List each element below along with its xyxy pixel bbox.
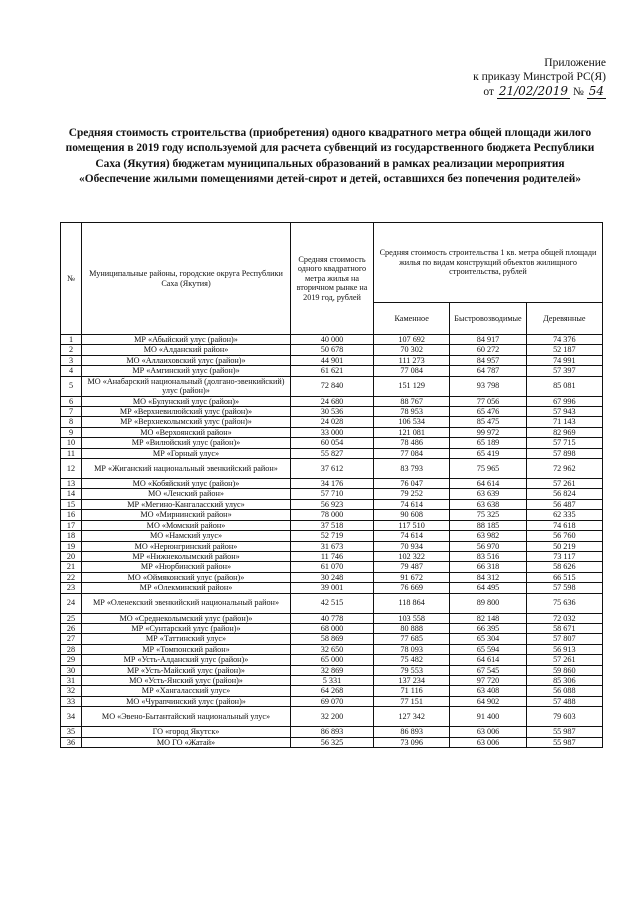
wooden-price: 72 962	[526, 459, 602, 479]
table-row	[61, 448, 603, 458]
stone-price: 106 534	[374, 417, 450, 427]
fast-built-price: 85 475	[450, 417, 526, 427]
fast-built-price: 65 594	[450, 644, 526, 654]
fast-built-price: 64 495	[450, 583, 526, 593]
stone-price: 86 893	[374, 727, 450, 737]
secondary-price: 24 680	[291, 396, 374, 406]
secondary-price: 32 650	[291, 644, 374, 654]
row-number: 18	[61, 531, 82, 541]
row-number: 17	[61, 520, 82, 530]
table-row	[61, 696, 603, 706]
wooden-price: 74 991	[526, 355, 602, 365]
secondary-price: 55 827	[291, 448, 374, 458]
stone-price: 88 767	[374, 396, 450, 406]
row-number: 30	[61, 665, 82, 675]
row-number: 12	[61, 459, 82, 479]
municipality-name: МР «Таттинский улус»	[82, 634, 291, 644]
table-row	[61, 655, 603, 665]
fast-built-price: 67 545	[450, 665, 526, 675]
secondary-price: 69 070	[291, 696, 374, 706]
fast-built-price: 65 189	[450, 438, 526, 448]
wooden-price: 58 671	[526, 623, 602, 633]
wooden-price: 73 117	[526, 551, 602, 561]
municipality-name: МР «Усть-Майский улус (район)»	[82, 665, 291, 675]
stone-price: 121 081	[374, 427, 450, 437]
stone-price: 79 487	[374, 562, 450, 572]
secondary-price: 33 000	[291, 427, 374, 437]
stone-price: 77 084	[374, 448, 450, 458]
secondary-price: 61 070	[291, 562, 374, 572]
header-secondary-price: Средняя стоимость одного квадратного метра жилья на вторичном рынке на 2019 год, рублей	[291, 223, 374, 335]
secondary-price: 65 000	[291, 655, 374, 665]
fast-built-price: 84 312	[450, 572, 526, 582]
wooden-price: 57 261	[526, 479, 602, 489]
wooden-price: 57 715	[526, 438, 602, 448]
municipality-name: МР «Жиганский национальный эвенкийский район»	[82, 459, 291, 479]
fast-built-price: 89 800	[450, 593, 526, 613]
municipality-name: МР «Нижнеколымский район»	[82, 551, 291, 561]
stone-price: 73 096	[374, 737, 450, 747]
municipality-name: МР «Сунтарский улус (район)»	[82, 623, 291, 633]
row-number: 14	[61, 489, 82, 499]
table-row	[61, 345, 603, 355]
secondary-price: 56 325	[291, 737, 374, 747]
order-reference: к приказу Минстрой РС(Я)	[473, 71, 606, 83]
table-row	[61, 499, 603, 509]
fast-built-price: 65 304	[450, 634, 526, 644]
stone-price: 118 864	[374, 593, 450, 613]
order-date-number	[436, 84, 606, 99]
stone-price: 90 608	[374, 510, 450, 520]
stone-price: 103 558	[374, 613, 450, 623]
appendix-block	[436, 56, 606, 99]
order-number: 54	[588, 84, 604, 98]
municipality-name: МР «Нюрбинский район»	[82, 562, 291, 572]
municipality-name: ГО «город Якутск»	[82, 727, 291, 737]
fast-built-price: 65 419	[450, 448, 526, 458]
table-row	[61, 459, 603, 479]
row-number: 1	[61, 335, 82, 345]
row-number: 10	[61, 438, 82, 448]
fast-built-price: 82 148	[450, 613, 526, 623]
fast-built-price: 84 917	[450, 335, 526, 345]
header-stone: Каменное	[374, 303, 450, 335]
wooden-price: 57 898	[526, 448, 602, 458]
table-row	[61, 396, 603, 406]
municipality-name: МО «Усть-Янский улус (район)»	[82, 675, 291, 685]
stone-price: 117 510	[374, 520, 450, 530]
table-row	[61, 572, 603, 582]
table-row	[61, 562, 603, 572]
row-number: 25	[61, 613, 82, 623]
wooden-price: 55 987	[526, 727, 602, 737]
municipality-name: МР «Амгинский улус (район)»	[82, 366, 291, 376]
order-date: 21/02/2019	[498, 84, 568, 98]
row-number: 21	[61, 562, 82, 572]
table-row	[61, 335, 603, 345]
wooden-price: 71 143	[526, 417, 602, 427]
stone-price: 77 151	[374, 696, 450, 706]
header-municipality: Муниципальные районы, городские округа Республики Саха (Якутия)	[82, 223, 291, 335]
fast-built-price: 66 395	[450, 623, 526, 633]
stone-price: 77 685	[374, 634, 450, 644]
municipality-name: МР «Вилюйский улус (район)»	[82, 438, 291, 448]
table-row	[61, 438, 603, 448]
table-row	[61, 593, 603, 613]
date-prefix: от	[483, 86, 494, 98]
stone-price: 102 322	[374, 551, 450, 561]
secondary-price: 31 673	[291, 541, 374, 551]
fast-built-price: 64 902	[450, 696, 526, 706]
municipality-name: МР «Оленекский эвенкийский национальный район»	[82, 593, 291, 613]
secondary-price: 40 000	[291, 335, 374, 345]
fast-built-price: 75 965	[450, 459, 526, 479]
row-number: 26	[61, 623, 82, 633]
municipality-name: МО «Алданский район»	[82, 345, 291, 355]
fast-built-price: 77 056	[450, 396, 526, 406]
secondary-price: 32 200	[291, 707, 374, 727]
stone-price: 79 252	[374, 489, 450, 499]
table-row	[61, 551, 603, 561]
wooden-price: 75 636	[526, 593, 602, 613]
table-row	[61, 510, 603, 520]
stone-price: 74 614	[374, 531, 450, 541]
wooden-price: 55 987	[526, 737, 602, 747]
row-number: 16	[61, 510, 82, 520]
fast-built-price: 60 272	[450, 345, 526, 355]
stone-price: 78 953	[374, 407, 450, 417]
secondary-price: 5 331	[291, 675, 374, 685]
row-number: 3	[61, 355, 82, 365]
table-row	[61, 737, 603, 747]
fast-built-price: 63 982	[450, 531, 526, 541]
row-number: 28	[61, 644, 82, 654]
row-number: 29	[61, 655, 82, 665]
wooden-price: 59 860	[526, 665, 602, 675]
wooden-price: 57 488	[526, 696, 602, 706]
municipality-name: МО «Ленский район»	[82, 489, 291, 499]
fast-built-price: 93 798	[450, 376, 526, 396]
municipality-name: МО «Эвено-Бытантайский национальный улус»	[82, 707, 291, 727]
stone-price: 75 482	[374, 655, 450, 665]
stone-price: 111 273	[374, 355, 450, 365]
wooden-price: 62 335	[526, 510, 602, 520]
secondary-price: 57 710	[291, 489, 374, 499]
row-number: 34	[61, 707, 82, 727]
stone-price: 137 234	[374, 675, 450, 685]
stone-price: 76 047	[374, 479, 450, 489]
fast-built-price: 84 957	[450, 355, 526, 365]
wooden-price: 57 397	[526, 366, 602, 376]
wooden-price: 57 807	[526, 634, 602, 644]
table-row	[61, 407, 603, 417]
stone-price: 151 129	[374, 376, 450, 396]
secondary-price: 24 028	[291, 417, 374, 427]
secondary-price: 40 778	[291, 613, 374, 623]
wooden-price: 56 824	[526, 489, 602, 499]
row-number: 20	[61, 551, 82, 561]
secondary-price: 58 869	[291, 634, 374, 644]
table-row	[61, 623, 603, 633]
secondary-price: 42 515	[291, 593, 374, 613]
stone-price: 107 692	[374, 335, 450, 345]
fast-built-price: 83 516	[450, 551, 526, 561]
secondary-price: 34 176	[291, 479, 374, 489]
stone-price: 74 614	[374, 499, 450, 509]
municipality-name: МО «Верхоянский район»	[82, 427, 291, 437]
header-number: №	[61, 223, 82, 335]
wooden-price: 56 088	[526, 686, 602, 696]
municipality-name: МО «Кобяйский улус (район)»	[82, 479, 291, 489]
municipality-name: МО ГО «Жатай»	[82, 737, 291, 747]
municipality-name: МО «Анабарский национальный (долгано-эвенкийский) улус (район)»	[82, 376, 291, 396]
wooden-price: 56 760	[526, 531, 602, 541]
row-number: 31	[61, 675, 82, 685]
wooden-price: 72 032	[526, 613, 602, 623]
stone-price: 79 553	[374, 665, 450, 675]
stone-price: 76 669	[374, 583, 450, 593]
wooden-price: 85 306	[526, 675, 602, 685]
wooden-price: 66 515	[526, 572, 602, 582]
wooden-price: 56 487	[526, 499, 602, 509]
table-row	[61, 634, 603, 644]
row-number: 7	[61, 407, 82, 417]
wooden-price: 67 996	[526, 396, 602, 406]
wooden-price: 74 618	[526, 520, 602, 530]
secondary-price: 61 621	[291, 366, 374, 376]
municipality-name: МО «Оймяконский улус (район)»	[82, 572, 291, 582]
row-number: 35	[61, 727, 82, 737]
secondary-price: 86 893	[291, 727, 374, 737]
stone-price: 78 486	[374, 438, 450, 448]
table-row	[61, 520, 603, 530]
row-number: 36	[61, 737, 82, 747]
wooden-price: 52 187	[526, 345, 602, 355]
stone-price: 127 342	[374, 707, 450, 727]
header-construction-group: Средняя стоимость строительства 1 кв. метра общей площади жилья по видам конструкций объектов жилищного строительства, рублей	[374, 223, 603, 303]
row-number: 13	[61, 479, 82, 489]
municipality-name: МР «Хангаласский улус»	[82, 686, 291, 696]
secondary-price: 50 678	[291, 345, 374, 355]
table-row	[61, 417, 603, 427]
stone-price: 91 672	[374, 572, 450, 582]
wooden-price: 57 261	[526, 655, 602, 665]
fast-built-price: 88 185	[450, 520, 526, 530]
municipality-name: МР «Горный улус»	[82, 448, 291, 458]
secondary-price: 52 719	[291, 531, 374, 541]
secondary-price: 37 518	[291, 520, 374, 530]
stone-price: 70 934	[374, 541, 450, 551]
wooden-price: 57 598	[526, 583, 602, 593]
municipality-name: МР «Олекминский район»	[82, 583, 291, 593]
header-fast-built: Быстровозводимые	[450, 303, 526, 335]
municipality-name: МО «Мирнинский район»	[82, 510, 291, 520]
document-title: Средняя стоимость строительства (приобретения) одного квадратного метра общей площади жилого помещения в 2019 году используемой для расчета субвенций из государственного бюджета Республики Саха (Якутия) бюджетам муниципальных образований в рамках реализации мероприятия «Обеспечение жилыми помещениями детей-сирот и детей, оставшихся без попечения родителей»	[65, 127, 595, 186]
fast-built-price: 99 972	[450, 427, 526, 437]
fast-built-price: 65 476	[450, 407, 526, 417]
fast-built-price: 63 006	[450, 727, 526, 737]
wooden-price: 74 376	[526, 335, 602, 345]
fast-built-price: 56 970	[450, 541, 526, 551]
table-row	[61, 644, 603, 654]
stone-price: 78 093	[374, 644, 450, 654]
municipality-name: МО «Среднеколымский улус (район)»	[82, 613, 291, 623]
row-number: 32	[61, 686, 82, 696]
table-row	[61, 707, 603, 727]
table-row	[61, 427, 603, 437]
row-number: 23	[61, 583, 82, 593]
row-number: 19	[61, 541, 82, 551]
municipality-name: МО «Нерюнгринский район»	[82, 541, 291, 551]
wooden-price: 79 603	[526, 707, 602, 727]
secondary-price: 39 001	[291, 583, 374, 593]
fast-built-price: 63 006	[450, 737, 526, 747]
stone-price: 80 888	[374, 623, 450, 633]
stone-price: 77 084	[374, 366, 450, 376]
municipality-name: МР «Усть-Алданский улус (район)»	[82, 655, 291, 665]
cost-table	[60, 222, 603, 748]
municipality-name: МО «Намский улус»	[82, 531, 291, 541]
wooden-price: 85 081	[526, 376, 602, 396]
stone-price: 71 116	[374, 686, 450, 696]
table-row	[61, 376, 603, 396]
table-row	[61, 489, 603, 499]
municipality-name: МО «Булунский улус (район)»	[82, 396, 291, 406]
municipality-name: МР «Томпонский район»	[82, 644, 291, 654]
secondary-price: 30 536	[291, 407, 374, 417]
wooden-price: 82 969	[526, 427, 602, 437]
row-number: 22	[61, 572, 82, 582]
secondary-price: 72 840	[291, 376, 374, 396]
wooden-price: 56 913	[526, 644, 602, 654]
row-number: 33	[61, 696, 82, 706]
municipality-name: МО «Аллаиховский улус (район)»	[82, 355, 291, 365]
municipality-name: МО «Момский район»	[82, 520, 291, 530]
table-row	[61, 479, 603, 489]
stone-price: 70 302	[374, 345, 450, 355]
municipality-name: МР «Мегино-Кангаласский улус»	[82, 499, 291, 509]
header-wooden: Деревянные	[526, 303, 602, 335]
fast-built-price: 63 408	[450, 686, 526, 696]
secondary-price: 44 901	[291, 355, 374, 365]
secondary-price: 56 923	[291, 499, 374, 509]
table-row	[61, 613, 603, 623]
row-number: 2	[61, 345, 82, 355]
fast-built-price: 64 787	[450, 366, 526, 376]
row-number: 9	[61, 427, 82, 437]
municipality-name: МР «Верхневилюйский улус (район)»	[82, 407, 291, 417]
fast-built-price: 75 325	[450, 510, 526, 520]
secondary-price: 78 000	[291, 510, 374, 520]
table-row	[61, 686, 603, 696]
table-row	[61, 541, 603, 551]
municipality-name: МР «Верхнеколымский улус (район)»	[82, 417, 291, 427]
stone-price: 83 793	[374, 459, 450, 479]
table-row	[61, 531, 603, 541]
number-label: №	[572, 86, 584, 98]
secondary-price: 11 746	[291, 551, 374, 561]
secondary-price: 64 268	[291, 686, 374, 696]
secondary-price: 37 612	[291, 459, 374, 479]
fast-built-price: 64 614	[450, 479, 526, 489]
table-row	[61, 583, 603, 593]
row-number: 5	[61, 376, 82, 396]
row-number: 6	[61, 396, 82, 406]
table-row	[61, 355, 603, 365]
table-row	[61, 366, 603, 376]
row-number: 24	[61, 593, 82, 613]
fast-built-price: 97 720	[450, 675, 526, 685]
secondary-price: 30 248	[291, 572, 374, 582]
secondary-price: 60 054	[291, 438, 374, 448]
row-number: 4	[61, 366, 82, 376]
row-number: 11	[61, 448, 82, 458]
row-number: 15	[61, 499, 82, 509]
table-row	[61, 675, 603, 685]
appendix-label: Приложение	[544, 57, 606, 69]
wooden-price: 58 626	[526, 562, 602, 572]
table-row	[61, 727, 603, 737]
table-row	[61, 665, 603, 675]
secondary-price: 32 869	[291, 665, 374, 675]
fast-built-price: 66 318	[450, 562, 526, 572]
secondary-price: 68 000	[291, 623, 374, 633]
row-number: 8	[61, 417, 82, 427]
fast-built-price: 63 639	[450, 489, 526, 499]
municipality-name: МР «Абыйский улус (район)»	[82, 335, 291, 345]
row-number: 27	[61, 634, 82, 644]
fast-built-price: 64 614	[450, 655, 526, 665]
wooden-price: 57 943	[526, 407, 602, 417]
municipality-name: МО «Чурапчинский улус (район)»	[82, 696, 291, 706]
fast-built-price: 63 638	[450, 499, 526, 509]
wooden-price: 50 219	[526, 541, 602, 551]
fast-built-price: 91 400	[450, 707, 526, 727]
